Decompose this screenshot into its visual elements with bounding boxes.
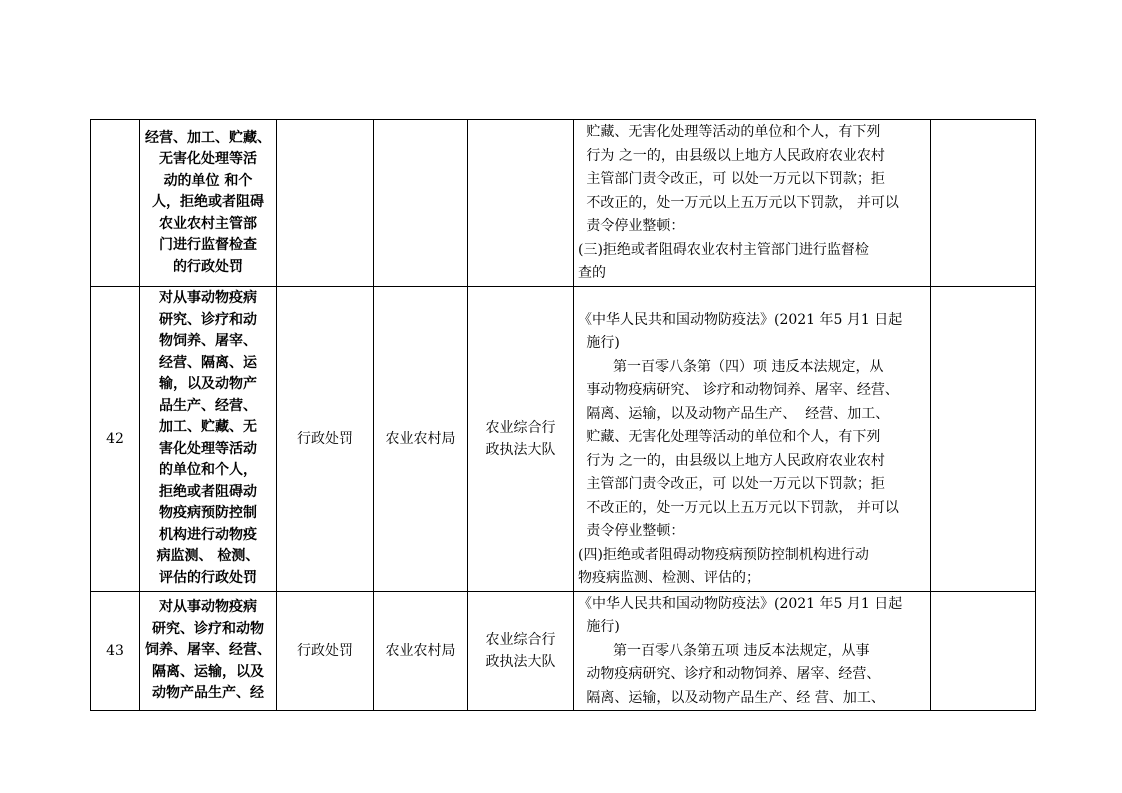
item-name-cell bbox=[140, 286, 277, 591]
enforcement-unit-line: 政执法大队 bbox=[485, 441, 556, 458]
table-row bbox=[91, 120, 1036, 287]
legal-basis-line: 查的 bbox=[578, 265, 606, 281]
remarks bbox=[931, 591, 1036, 711]
item-name-cell bbox=[140, 591, 277, 711]
legal-basis-line: 物疫病监测、检测、评估的； bbox=[578, 570, 760, 586]
remarks bbox=[931, 286, 1036, 591]
item-name-line: 隔离、运输，以及 bbox=[152, 663, 264, 680]
legal-basis-line: (四)拒绝或者阻碍动物疫病预防控制机构进行动 bbox=[578, 546, 869, 563]
item-name-line: 机构进行动物疫 bbox=[159, 526, 257, 543]
legal-basis-line: 施行) bbox=[586, 335, 620, 351]
item-name-line: 农业农村主管部 bbox=[159, 215, 257, 232]
remarks bbox=[931, 120, 1036, 287]
item-name-line: 门进行监督检查 bbox=[159, 237, 257, 253]
legal-basis-line: 责令停业整顿： bbox=[586, 218, 685, 234]
legal-basis-cell bbox=[574, 591, 931, 711]
enforcement-unit bbox=[468, 120, 574, 287]
regulation-table bbox=[90, 119, 1036, 711]
legal-basis-line: 《中华人民共和国动物防疫法》(2021 年5 月1 日起 bbox=[578, 595, 903, 612]
legal-basis-line: 隔离、运输，以及动物产品生产、经 营、加工、 bbox=[586, 689, 885, 706]
item-name-line: 研究、诊疗和动物 bbox=[152, 620, 264, 637]
row-number bbox=[91, 120, 140, 287]
item-name-line: 输，以及动物产 bbox=[159, 376, 257, 392]
item-name-line: 的行政处罚 bbox=[173, 258, 243, 275]
item-name-line: 动的单位 和个 bbox=[163, 172, 253, 189]
row-number: 43 bbox=[91, 591, 140, 711]
legal-basis-line: 行为 之一的，由县级以上地方人民政府农业农村 bbox=[586, 452, 885, 469]
table-row bbox=[91, 591, 1036, 711]
legal-basis-line: 动物疫病研究、诊疗和动物饲养、屠宰、经营、 bbox=[586, 666, 881, 682]
item-name-line: 加工、贮藏、无 bbox=[159, 419, 257, 435]
legal-basis-line: 事动物疫病研究、 诊疗和动物饲养、屠宰、经营、 bbox=[586, 382, 899, 398]
item-name-line: 害化处理等活动 bbox=[159, 440, 257, 457]
legal-basis-line: 行为 之一的，由县级以上地方人民政府农业农村 bbox=[586, 147, 885, 164]
department bbox=[374, 120, 468, 287]
table-row bbox=[91, 286, 1036, 591]
legal-basis-line: 第一百零八条第（四）项 违反本法规定，从 bbox=[613, 358, 884, 375]
item-name-line: 物疫病预防控制 bbox=[159, 505, 257, 521]
item-name-line: 无害化处理等活 bbox=[159, 151, 257, 167]
legal-basis-cell bbox=[574, 286, 931, 591]
power-type bbox=[277, 120, 374, 287]
power-type: 行政处罚 bbox=[277, 286, 374, 591]
legal-basis-line: 施行) bbox=[586, 619, 620, 635]
item-name-line: 拒绝或者阻碍动 bbox=[159, 483, 257, 500]
item-name-line: 物饲养、屠宰、 bbox=[159, 333, 257, 349]
item-name-cell bbox=[140, 120, 277, 287]
department: 农业农村局 bbox=[374, 591, 468, 711]
item-name-line: 动物产品生产、经 bbox=[152, 685, 264, 701]
legal-basis-line: 不改正的，处一万元以上五万元以下罚款， 并可以 bbox=[586, 194, 899, 211]
enforcement-unit bbox=[468, 591, 574, 711]
item-name-line: 品生产、经营、 bbox=[159, 397, 257, 414]
item-name-line: 病监测、 检测、 bbox=[156, 548, 260, 564]
item-name-line: 经营、隔离、运 bbox=[159, 354, 257, 371]
enforcement-unit-line: 农业综合行 bbox=[485, 419, 556, 436]
item-name-line: 的单位和个人， bbox=[159, 462, 257, 478]
enforcement-unit-line: 政执法大队 bbox=[485, 653, 556, 670]
legal-basis-line: 责令停业整顿： bbox=[586, 523, 685, 539]
legal-basis-line: (三)拒绝或者阻碍农业农村主管部门进行监督检 bbox=[578, 241, 869, 258]
legal-basis-line: 主管部门责令改正，可 以处一万元以下罚款；拒 bbox=[586, 171, 885, 187]
enforcement-unit bbox=[468, 286, 574, 591]
legal-basis-line: 不改正的，处一万元以上五万元以下罚款， 并可以 bbox=[586, 499, 899, 516]
enforcement-unit-line: 农业综合行 bbox=[485, 631, 556, 648]
legal-basis-line: 第一百零八条第五项 违反本法规定，从事 bbox=[613, 642, 870, 659]
item-name-line: 饲养、屠宰、经营、 bbox=[145, 642, 271, 658]
item-name-line: 对从事动物疫病 bbox=[159, 290, 257, 306]
item-name-line: 评估的行政处罚 bbox=[159, 569, 257, 586]
legal-basis-line: 主管部门责令改正，可 以处一万元以下罚款；拒 bbox=[586, 476, 885, 492]
legal-basis-cell bbox=[574, 120, 931, 287]
power-type: 行政处罚 bbox=[277, 591, 374, 711]
legal-basis-line: 《中华人民共和国动物防疫法》(2021 年5 月1 日起 bbox=[578, 311, 903, 328]
item-name-line: 人，拒绝或者阻碍 bbox=[152, 194, 264, 210]
legal-basis-line: 隔离、运输，以及动物产品生产、 经营、加工、 bbox=[586, 405, 890, 422]
legal-basis-line: 贮藏、无害化处理等活动的单位和个人，有下列 bbox=[586, 429, 881, 445]
item-name-line: 研究、诊疗和动 bbox=[159, 311, 257, 328]
item-name-line: 对从事动物疫病 bbox=[159, 599, 257, 615]
row-number: 42 bbox=[91, 286, 140, 591]
item-name-line: 经营、加工、贮藏、 bbox=[145, 129, 271, 146]
department: 农业农村局 bbox=[374, 286, 468, 591]
legal-basis-line: 贮藏、无害化处理等活动的单位和个人，有下列 bbox=[586, 124, 881, 140]
